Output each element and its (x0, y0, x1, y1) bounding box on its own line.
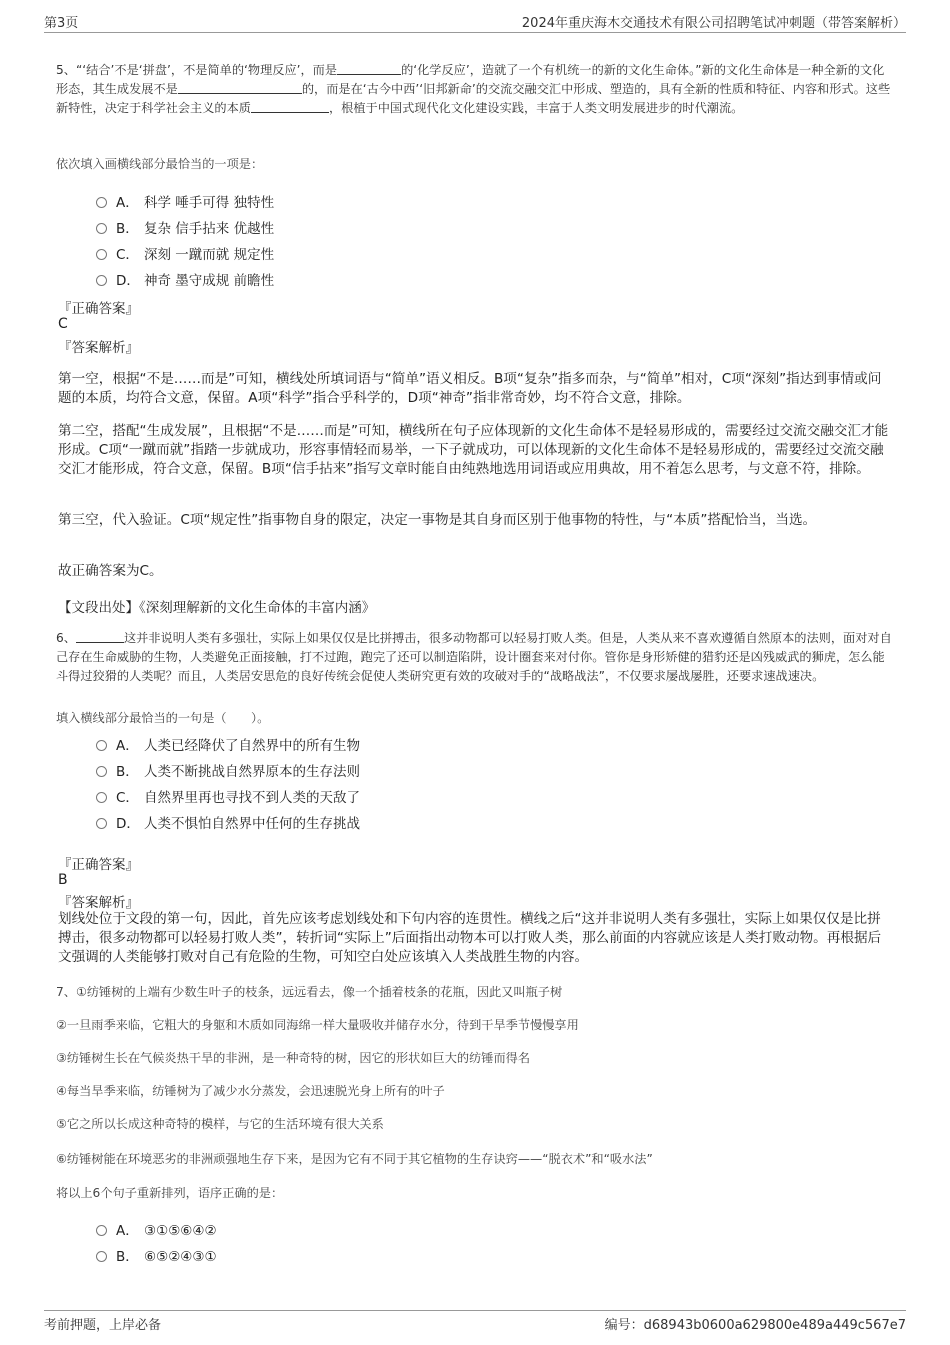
q6-blank (76, 630, 124, 643)
q7-sentence-1: 7、①纺锤树的上端有少数生叶子的枝条，远远看去，像一个插着枝条的花瓶，因此又叫瓶子树 (56, 985, 563, 999)
q7-sentence-2: ②一旦雨季来临，它粗大的身躯和木质如同海绵一样大量吸收并储存水分，待到干旱季节慢慢享用 (56, 1018, 579, 1032)
radio-icon[interactable] (96, 197, 107, 208)
q6-prompt: 填入横线部分最恰当的一句是（ ）。 (56, 711, 270, 725)
q5-option-c[interactable]: C． 深刻 一蹴而就 规定性 (96, 243, 274, 263)
q7-sentence-6: ⑥纺锤树能在环境恶劣的非洲顽强地生存下来，是因为它有不同于其它植物的生存诀窍——“脱衣术”和“吸水法” (56, 1152, 653, 1166)
radio-icon[interactable] (96, 766, 107, 777)
q5-option-d[interactable]: D． 神奇 墨守成规 前瞻性 (96, 269, 274, 289)
q5-prompt: 依次填入画横线部分最恰当的一项是： (56, 157, 264, 171)
q5-analysis-label: 『答案解析』 (58, 340, 139, 356)
q5-analysis-paragraph-1: 第一空，根据“不是……而是”可知，横线处所填词语与“简单”语义相反。B项“复杂”指多而杂，与“简单”相对，C项“深刻”指达到事情或问题的本质，均符合文意，保留。A项“科学”指合乎科学的，D项“神奇”指非常奇妙，均不符合文意，排除。 (58, 371, 882, 406)
q5-option-a[interactable]: A． 科学 唾手可得 独特性 (96, 191, 274, 211)
q5-analysis-paragraph-3: 第三空，代入验证。C项“规定性”指事物自身的限定，决定一事物是其自身而区别于他事物的特性，与“本质”搭配恰当，当选。 (58, 512, 817, 528)
page-number: 第3页 (44, 16, 79, 31)
q5-answer: C (58, 316, 68, 332)
q6-option-b[interactable]: B． 人类不断挑战自然界原本的生存法则 (96, 760, 360, 780)
header-divider (44, 32, 906, 33)
q5-blank-3 (251, 100, 329, 113)
q6-answer-label: 『正确答案』 (58, 857, 139, 873)
q7-sentence-5: ⑤它之所以长成这种奇特的模样，与它的生活环境有很大关系 (56, 1117, 384, 1131)
footer-slogan: 考前押题，上岸必备 (44, 1318, 162, 1333)
q5-source: 【文段出处】《深刻理解新的文化生命体的丰富内涵》 (58, 600, 376, 616)
document-title: 2024年重庆海木交通技术有限公司招聘笔试冲刺题（带答案解析） (521, 16, 906, 31)
radio-icon[interactable] (96, 740, 107, 751)
q5-analysis-paragraph-4: 故正确答案为C。 (58, 563, 163, 579)
footer-divider (44, 1310, 906, 1311)
q7-sentence-4: ④每当旱季来临，纺锤树为了减少水分蒸发，会迅速脱光身上所有的叶子 (56, 1084, 445, 1098)
radio-icon[interactable] (96, 275, 107, 286)
radio-icon[interactable] (96, 792, 107, 803)
q6-stem: 6、 这并非说明人类有多强壮，实际上如果仅仅是比拼搏击，很多动物都可以轻易打败人类。但是，人类从来不喜欢遵循自然原本的法则，面对对自己存在生命威胁的生物，人类避免正面接触，打不过跑，跑完了还可以制造陷阱，设计圈套来对付你。管你是身形矫健的猎豹还是凶残威武的狮虎，怎么能斗得过狡猾的人类呢？而且，人类居安思危的良好传统会促使人类研究更有效的攻破对手的“战略战法”，不仅要求屡战屡胜，还要求速战速决。 (56, 631, 892, 684)
q6-answer: B (58, 872, 68, 888)
q5-answer-label: 『正确答案』 (58, 301, 139, 317)
q7-option-a[interactable]: A． ③①⑤⑥④② (96, 1219, 217, 1239)
q5-stem: 5、“‘结合’不是‘拼盘’，不是简单的‘物理反应’，而是 的‘化学反应’，造就了一个有机统一的新的文化生命体。”新的文化生命体是一种全新的文化形态，其生成发展不是 的，而是在‘古今中西’‘旧邦新命’的交流交融交汇中形成、塑造的，具有全新的性质和特征、内容和形式。这些新特性，决定于科学社会主义的本质 ，根植于中国式现代化文化建设实践，丰富于人类文明发展进步的时代潮流。 (56, 63, 891, 116)
q7-prompt: 将以上6个句子重新排列，语序正确的是： (56, 1186, 284, 1200)
radio-icon[interactable] (96, 818, 107, 829)
radio-icon[interactable] (96, 249, 107, 260)
radio-icon[interactable] (96, 223, 107, 234)
q6-analysis: 划线处位于文段的第一句，因此，首先应该考虑划线处和下句内容的连贯性。横线之后“这并非说明人类有多强壮，实际上如果仅仅是比拼搏击，很多动物都可以轻易打败人类”，转折词“实际上”后面指出动物本可以打败人类，那么前面的内容就应该是人类打败动物。再根据后文强调的人类能够打败对自己有危险的生物，可知空白处应该填入人类战胜生物的内容。 (58, 911, 882, 965)
q5-option-b[interactable]: B． 复杂 信手拈来 优越性 (96, 217, 274, 237)
q5-blank-2 (178, 81, 302, 94)
radio-icon[interactable] (96, 1251, 107, 1262)
q6-option-c[interactable]: C． 自然界里再也寻找不到人类的天敌了 (96, 786, 360, 806)
q7-sentence-3: ③纺锤树生长在气候炎热干旱的非洲，是一种奇特的树，因它的形状如巨大的纺锤而得名 (56, 1051, 531, 1065)
q6-option-a[interactable]: A． 人类已经降伏了自然界中的所有生物 (96, 734, 360, 754)
radio-icon[interactable] (96, 1225, 107, 1236)
q5-analysis-paragraph-2: 第二空，搭配“生成发展”，且根据“不是……而是”可知，横线所在句子应体现新的文化生命体不是轻易形成的，需要经过交流交融交汇才能形成。C项“一蹴而就”指踏一步就成功，形容事情轻而易举，一下子就成功，可以体现新的文化生命体不是轻易形成的，需要经过交流交融交汇才能形成，符合文意，保留。B项“信手拈来”指写文章时能自由纯熟地选用词语或应用典故，用不着怎么思考，与文意不符，排除。 (58, 423, 889, 477)
q5-blank-1 (337, 62, 401, 75)
footer-code: 编号：d68943b0600a629800e489a449c567e7 (604, 1318, 906, 1333)
q6-analysis-label: 『答案解析』 (58, 895, 139, 911)
q7-option-b[interactable]: B． ⑥⑤②④③① (96, 1245, 217, 1265)
q6-option-d[interactable]: D． 人类不惧怕自然界中任何的生存挑战 (96, 812, 360, 832)
